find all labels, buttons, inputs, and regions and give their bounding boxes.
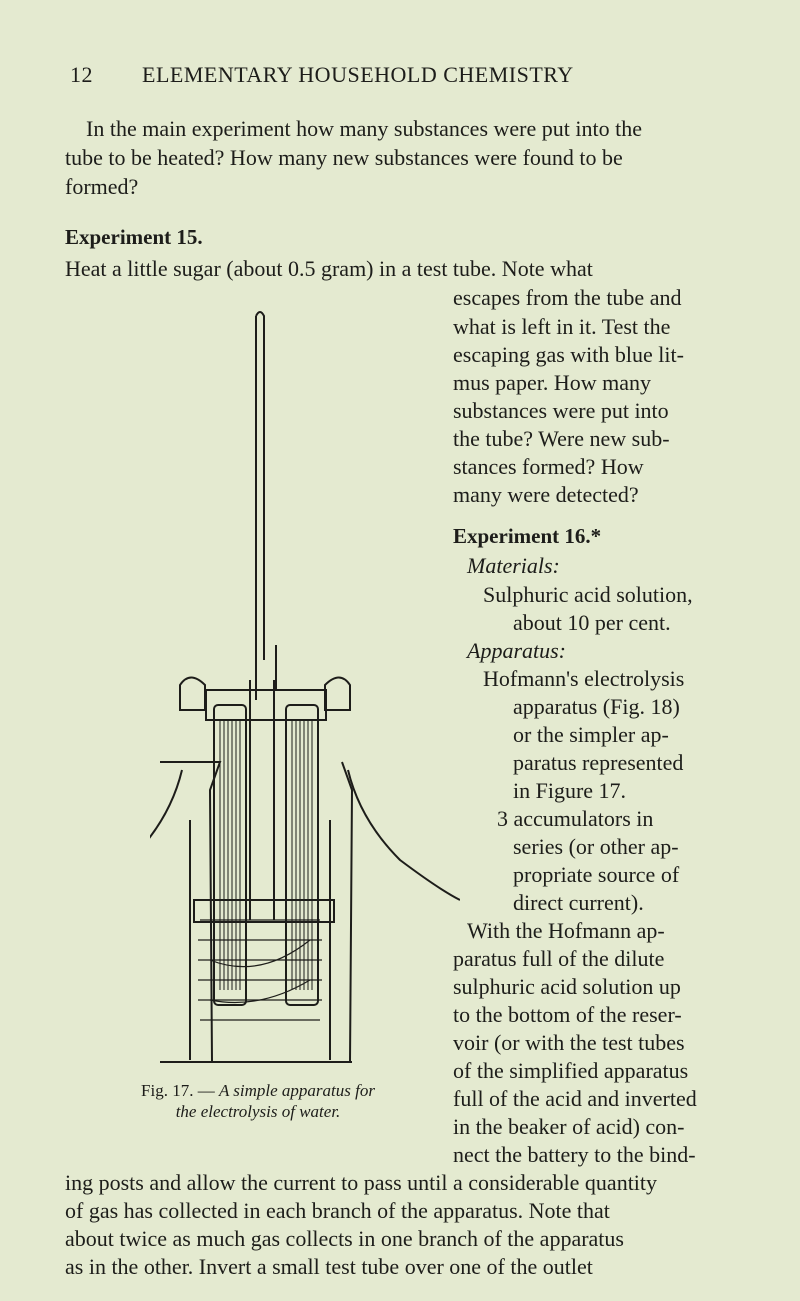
text-line: of the simplified apparatus <box>453 1058 689 1083</box>
apparatus-label: Apparatus: <box>467 638 566 663</box>
text-line: what is left in it. Test the <box>453 314 671 339</box>
text-line: voir (or with the test tubes <box>453 1030 685 1055</box>
caption-title: A simple apparatus for <box>218 1081 375 1100</box>
running-title: ELEMENTARY HOUSEHOLD CHEMISTRY <box>142 62 574 87</box>
text-line: Heat a little sugar (about 0.5 gram) in a test tube. Note what <box>65 256 593 281</box>
text-line: Sulphuric acid solution, <box>483 582 693 607</box>
running-header <box>70 62 710 92</box>
text-line: 3 accumulators in <box>497 806 654 831</box>
text-line: With the Hofmann ap- <box>467 918 665 943</box>
text-line: In the main experiment how many substances were put into the <box>86 116 642 141</box>
text-line: about 10 per cent. <box>513 610 671 635</box>
binding-post-right <box>325 678 350 711</box>
experiment-heading: Experiment 15. <box>65 225 203 249</box>
experiment-heading: Experiment 16.* <box>453 524 602 548</box>
text-line: or the simpler ap- <box>513 722 669 747</box>
text-line: to the bottom of the reser- <box>453 1002 682 1027</box>
text-line: tube to be heated? How many new substances were found to be <box>65 145 623 170</box>
text-line: formed? <box>65 174 139 199</box>
text-line: escaping gas with blue lit- <box>453 342 684 367</box>
text-line: direct current). <box>513 890 644 915</box>
wire-left <box>150 770 182 940</box>
text-line: sulphuric acid solution up <box>453 974 681 999</box>
caption-prefix: Fig. 17. — <box>141 1081 215 1100</box>
text-line: of gas has collected in each branch of the apparatus. Note that <box>65 1198 610 1223</box>
text-line: many were detected? <box>453 482 639 507</box>
text-line: mus paper. How many <box>453 370 651 395</box>
text-line: paratus represented <box>513 750 684 775</box>
wire-right <box>348 770 460 900</box>
caption-title-continued: the electrolysis of water. <box>175 1102 341 1121</box>
text-line: nect the battery to the bind- <box>453 1142 696 1167</box>
text-line: propriate source of <box>513 862 680 887</box>
text-line: as in the other. Invert a small test tube over one of the outlet <box>65 1254 593 1279</box>
text-line: apparatus (Fig. 18) <box>513 694 680 719</box>
materials-label: Materials: <box>467 553 560 578</box>
text-line: series (or other ap- <box>513 834 679 859</box>
text-line: about twice as much gas collects in one branch of the apparatus <box>65 1226 624 1251</box>
lead-wire-left <box>256 312 264 660</box>
binding-post-left <box>180 678 205 711</box>
electrolysis-apparatus-illustration <box>150 300 460 1080</box>
text-line: paratus full of the dilute <box>453 946 665 971</box>
text-line: the tube? Were new sub- <box>453 426 670 451</box>
text-line: Hofmann's electrolysis <box>483 666 685 691</box>
text-line: substances were put into <box>453 398 669 423</box>
text-line: in the beaker of acid) con- <box>453 1114 685 1139</box>
figure-caption <box>78 1080 438 1122</box>
text-line: in Figure 17. <box>513 778 627 803</box>
beaker <box>160 762 352 1062</box>
page-number: 12 <box>70 62 93 87</box>
text-line: stances formed? How <box>453 454 644 479</box>
text-line: full of the acid and inverted <box>453 1086 697 1111</box>
text-line: ing posts and allow the current to pass until a considerable quantity <box>65 1170 658 1195</box>
text-line: escapes from the tube and <box>453 285 682 310</box>
